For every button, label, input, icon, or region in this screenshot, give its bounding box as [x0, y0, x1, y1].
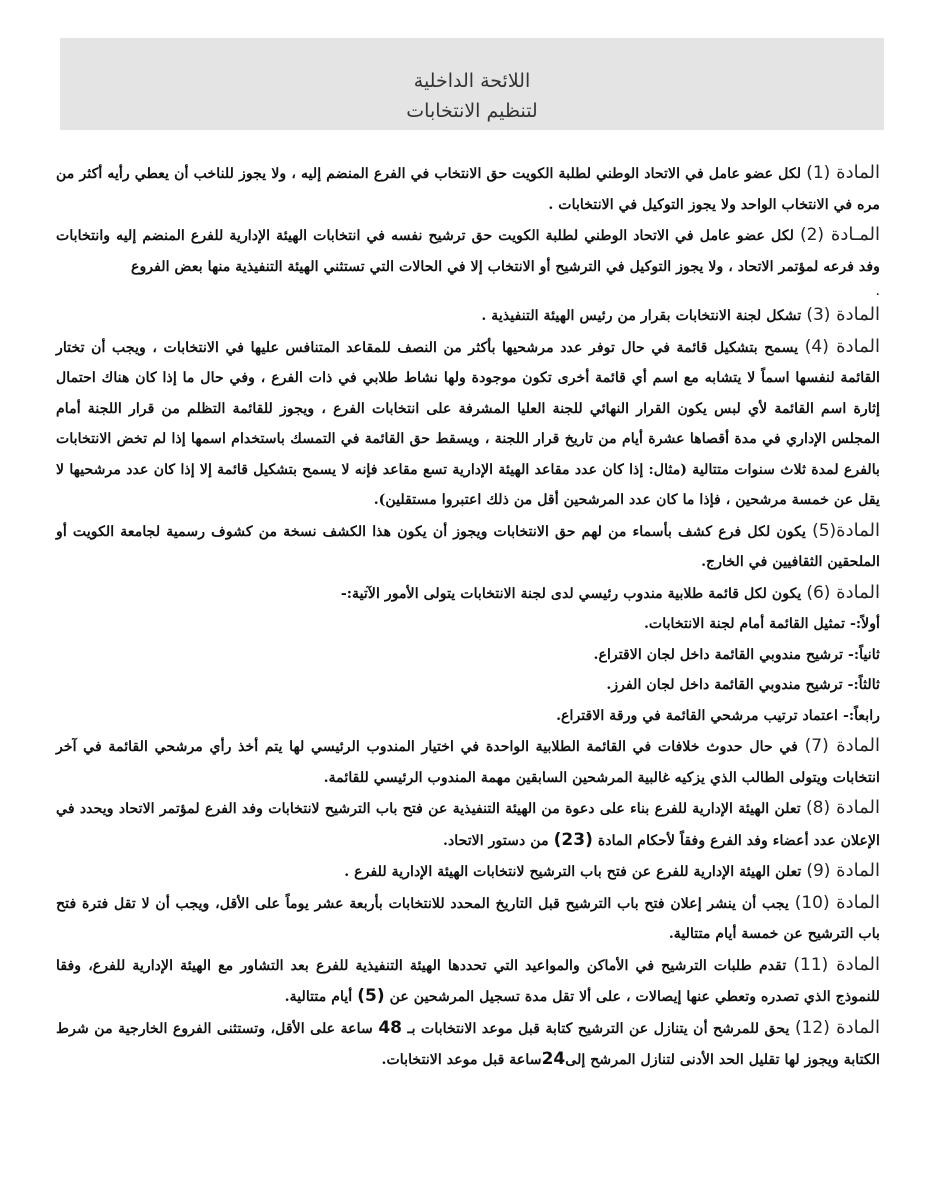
article-2 — [56, 220, 880, 282]
article-number: (2) — [799, 225, 825, 245]
article-label: المادة — [836, 891, 880, 913]
article-5 — [56, 516, 880, 578]
article-text: يكون لكل قائمة طلابية مندوب رئيسي لدى لجنة الانتخابات يتولى الأمور الآتية:- — [340, 585, 802, 602]
article-text: تعلن الهيئة الإدارية للفرع بناء على دعوة من الهيئة التنفيذية عن فتح باب الترشيح لانتخابات وفد الفرع لمؤتمر الاتحاد ويحدد في الإعلان عدد أعضاء وفد الفرع وفقاً لأحكام المادة — [56, 801, 880, 849]
item-text: تمثيل القائمة أمام لجنة الانتخابات. — [643, 616, 846, 632]
article-text: لكل عضو عامل في الاتحاد الوطني لطلبة الكويت حق ترشيح نفسه في انتخابات الهيئة الإدارية للفرع المنضم إليه وانتخابات وفد فرعه لمؤتمر الاتحاد ، ولا يجوز التوكيل في الترشيح أو الانتخاب إلا في الحالات التي تستثني الهيئة التنفيذية منها بعض الفروع — [56, 228, 880, 275]
article-6-item-3 — [56, 670, 880, 701]
article-text-mid: ساعة على الأقل، وتستثنى الفروع الخارجية من شرط الكتابة ويجوز لها تقليل الحد الأدنى لتنازل المرشح إلى — [56, 1020, 880, 1068]
article-text: تعلن الهيئة الإدارية للفرع عن فتح باب الترشيح لانتخابات الهيئة الإدارية للفرع . — [344, 864, 802, 880]
article-1 — [56, 158, 880, 220]
hours-48: 48 — [378, 1017, 402, 1038]
article-label: المادة — [836, 335, 880, 357]
article-number: (1) — [806, 163, 831, 183]
article-label: المادة — [836, 953, 880, 975]
title-box — [60, 38, 884, 130]
article-number: (9) — [806, 861, 831, 881]
article-number: (10) — [794, 892, 830, 913]
article-text-end: ساعة قبل موعد الانتخابات. — [381, 1052, 542, 1068]
article-6-item-1 — [56, 609, 880, 640]
article-label: المادة — [836, 860, 880, 881]
article-number: (4) — [804, 336, 829, 357]
article-text: يسمح بتشكيل قائمة في حال توفر عدد مرشحيها بأكثر من النصف للمقاعد المتنافس عليها في الانتخابات ، ويجب أن تختار القائمة لنفسها اسماً لا يتشابه مع اسم أي قائمة أخرى تكون موجودة ولها نشاط طلابي في ذات الفرع ، وفي حال ما إذا كان هناك احتمال إثارة اسم القائمة لأي لبس يكون القرار النهائي للجنة العليا المشرفة على انتخابات الفرع ، ويجوز للقائمة التظلم من قرار اللجنة أمام المجلس الإداري في مدة أقصاها عشرة أيام من تاريخ قرار اللجنة ، ويسقط حق القائمة في التمسك باستخدام اسمها إذا لم تخض الانتخابات بالفرع لمدة ثلاث سنوات متتالية (مثال: إذا كان عدد مقاعد الهيئة الإدارية تسع مقاعد فإنه لا يسمح بتشكيل قائمة إلا إذا كان عدد مرشحيها لا يقل عن خمسة مرشحين ، فإذا ما كان عدد المرشحين أقل من ذلك اعتبروا مستقلين). — [56, 339, 880, 508]
article-text: تقدم طلبات الترشيح في الأماكن والمواعيد التي تحددها الهيئة التنفيذية للفرع بعد التشاور مع الهيئة الإدارية للفرع، وفقا للنموذج الذي تصدره وتعطي عنها إيصالات ، على ألا تقل مدة تسجيل المرشحين عن — [56, 957, 880, 1005]
document-body — [56, 158, 880, 1076]
article-number: (6) — [806, 582, 831, 603]
article-text: يجب أن ينشر إعلان فتح باب الترشيح قبل التاريخ المحدد للانتخابات بأربعة عشر يوماً على الأقل، ويجب أن لا تقل فترة فتح باب الترشيح عن خمسة أيام متتالية. — [56, 895, 880, 942]
article-number: (8) — [806, 798, 831, 818]
article-6-item-2 — [56, 640, 880, 671]
article-number: (7) — [804, 736, 829, 756]
article-12 — [56, 1013, 880, 1076]
article-9 — [56, 856, 880, 888]
article-label: المادة — [836, 581, 880, 603]
article-text: لكل عضو عامل في الاتحاد الوطني لطلبة الكويت حق الانتخاب في الفرع المنضم إليه ، ولا يجوز للناخب أن يعطي رأيه أكثر من مره في الانتخاب الواحد ولا يجوز التوكيل في الانتخابات . — [56, 166, 880, 213]
article-text-end: من دستور الاتحاد. — [443, 832, 549, 849]
article-label: المادة — [836, 162, 880, 183]
article-6 — [56, 578, 880, 610]
hours-24: 24 — [541, 1049, 566, 1069]
article-label: المـادة — [830, 224, 880, 245]
article-text: في حال حدوث خلافات في القائمة الطلابية الواحدة في اختيار المندوب الرئيسي لها يتم أخذ رأي مرشحي القائمة في آخر انتخابات ويتولى الطالب الذي يزكيه غالبية المرشحين السابقين مهمة المندوب الرئيسي للقائمة. — [56, 739, 880, 786]
article-number: (12) — [794, 1017, 830, 1038]
article-number: (5) — [812, 520, 837, 541]
item-text: اعتماد ترتيب مرشحي القائمة في ورقة الاقتراع. — [556, 707, 838, 724]
article-6-item-4 — [56, 701, 880, 732]
article-8 — [56, 793, 880, 856]
article-label: المادة — [836, 735, 881, 756]
item-label: ثالثاً:- — [847, 677, 880, 693]
article-label: المادة — [836, 1016, 880, 1038]
article-7 — [56, 731, 880, 793]
item-text: ترشيح مندوبي القائمة داخل لجان الفرز. — [606, 677, 843, 693]
article-label: المادة — [836, 304, 880, 325]
item-label: رابعاً:- — [842, 707, 880, 724]
article-11 — [56, 950, 880, 1013]
article-text: يحق للمرشح أن يتنازل عن الترشيح كتابة قبل موعد الانتخابات بـ — [407, 1020, 790, 1037]
document-title: اللائحة الداخلية — [413, 70, 531, 92]
article-reference: (5) — [357, 986, 385, 1006]
article-text: يكون لكل فرع كشف بأسماء من لهم حق الانتخابات ويجوز أن يكون هذا الكشف نسخة من كشوف رسمية لجامعة الكويت أو الملحقين الثقافيين في الخارج. — [56, 523, 880, 570]
article-label: المادة — [836, 797, 880, 818]
article-reference: (23) — [553, 829, 593, 850]
item-label: ثانياً:- — [848, 646, 880, 663]
document-subtitle: لتنظيم الانتخابات — [406, 100, 538, 122]
article-number: (3) — [806, 305, 831, 325]
item-text: ترشيح مندوبي القائمة داخل لجان الاقتراع. — [593, 646, 844, 663]
article-3 — [56, 300, 880, 332]
article-text-end: أيام متتالية. — [284, 989, 353, 1005]
article-10 — [56, 888, 880, 950]
article-number: (11) — [793, 954, 829, 975]
stray-dot: . — [875, 283, 880, 299]
article-label: المادة — [836, 519, 880, 541]
article-4 — [56, 332, 880, 516]
article-text: تشكل لجنة الانتخابات بقرار من رئيس الهيئة التنفيذية . — [481, 308, 802, 324]
item-label: أولاً:- — [849, 616, 880, 632]
